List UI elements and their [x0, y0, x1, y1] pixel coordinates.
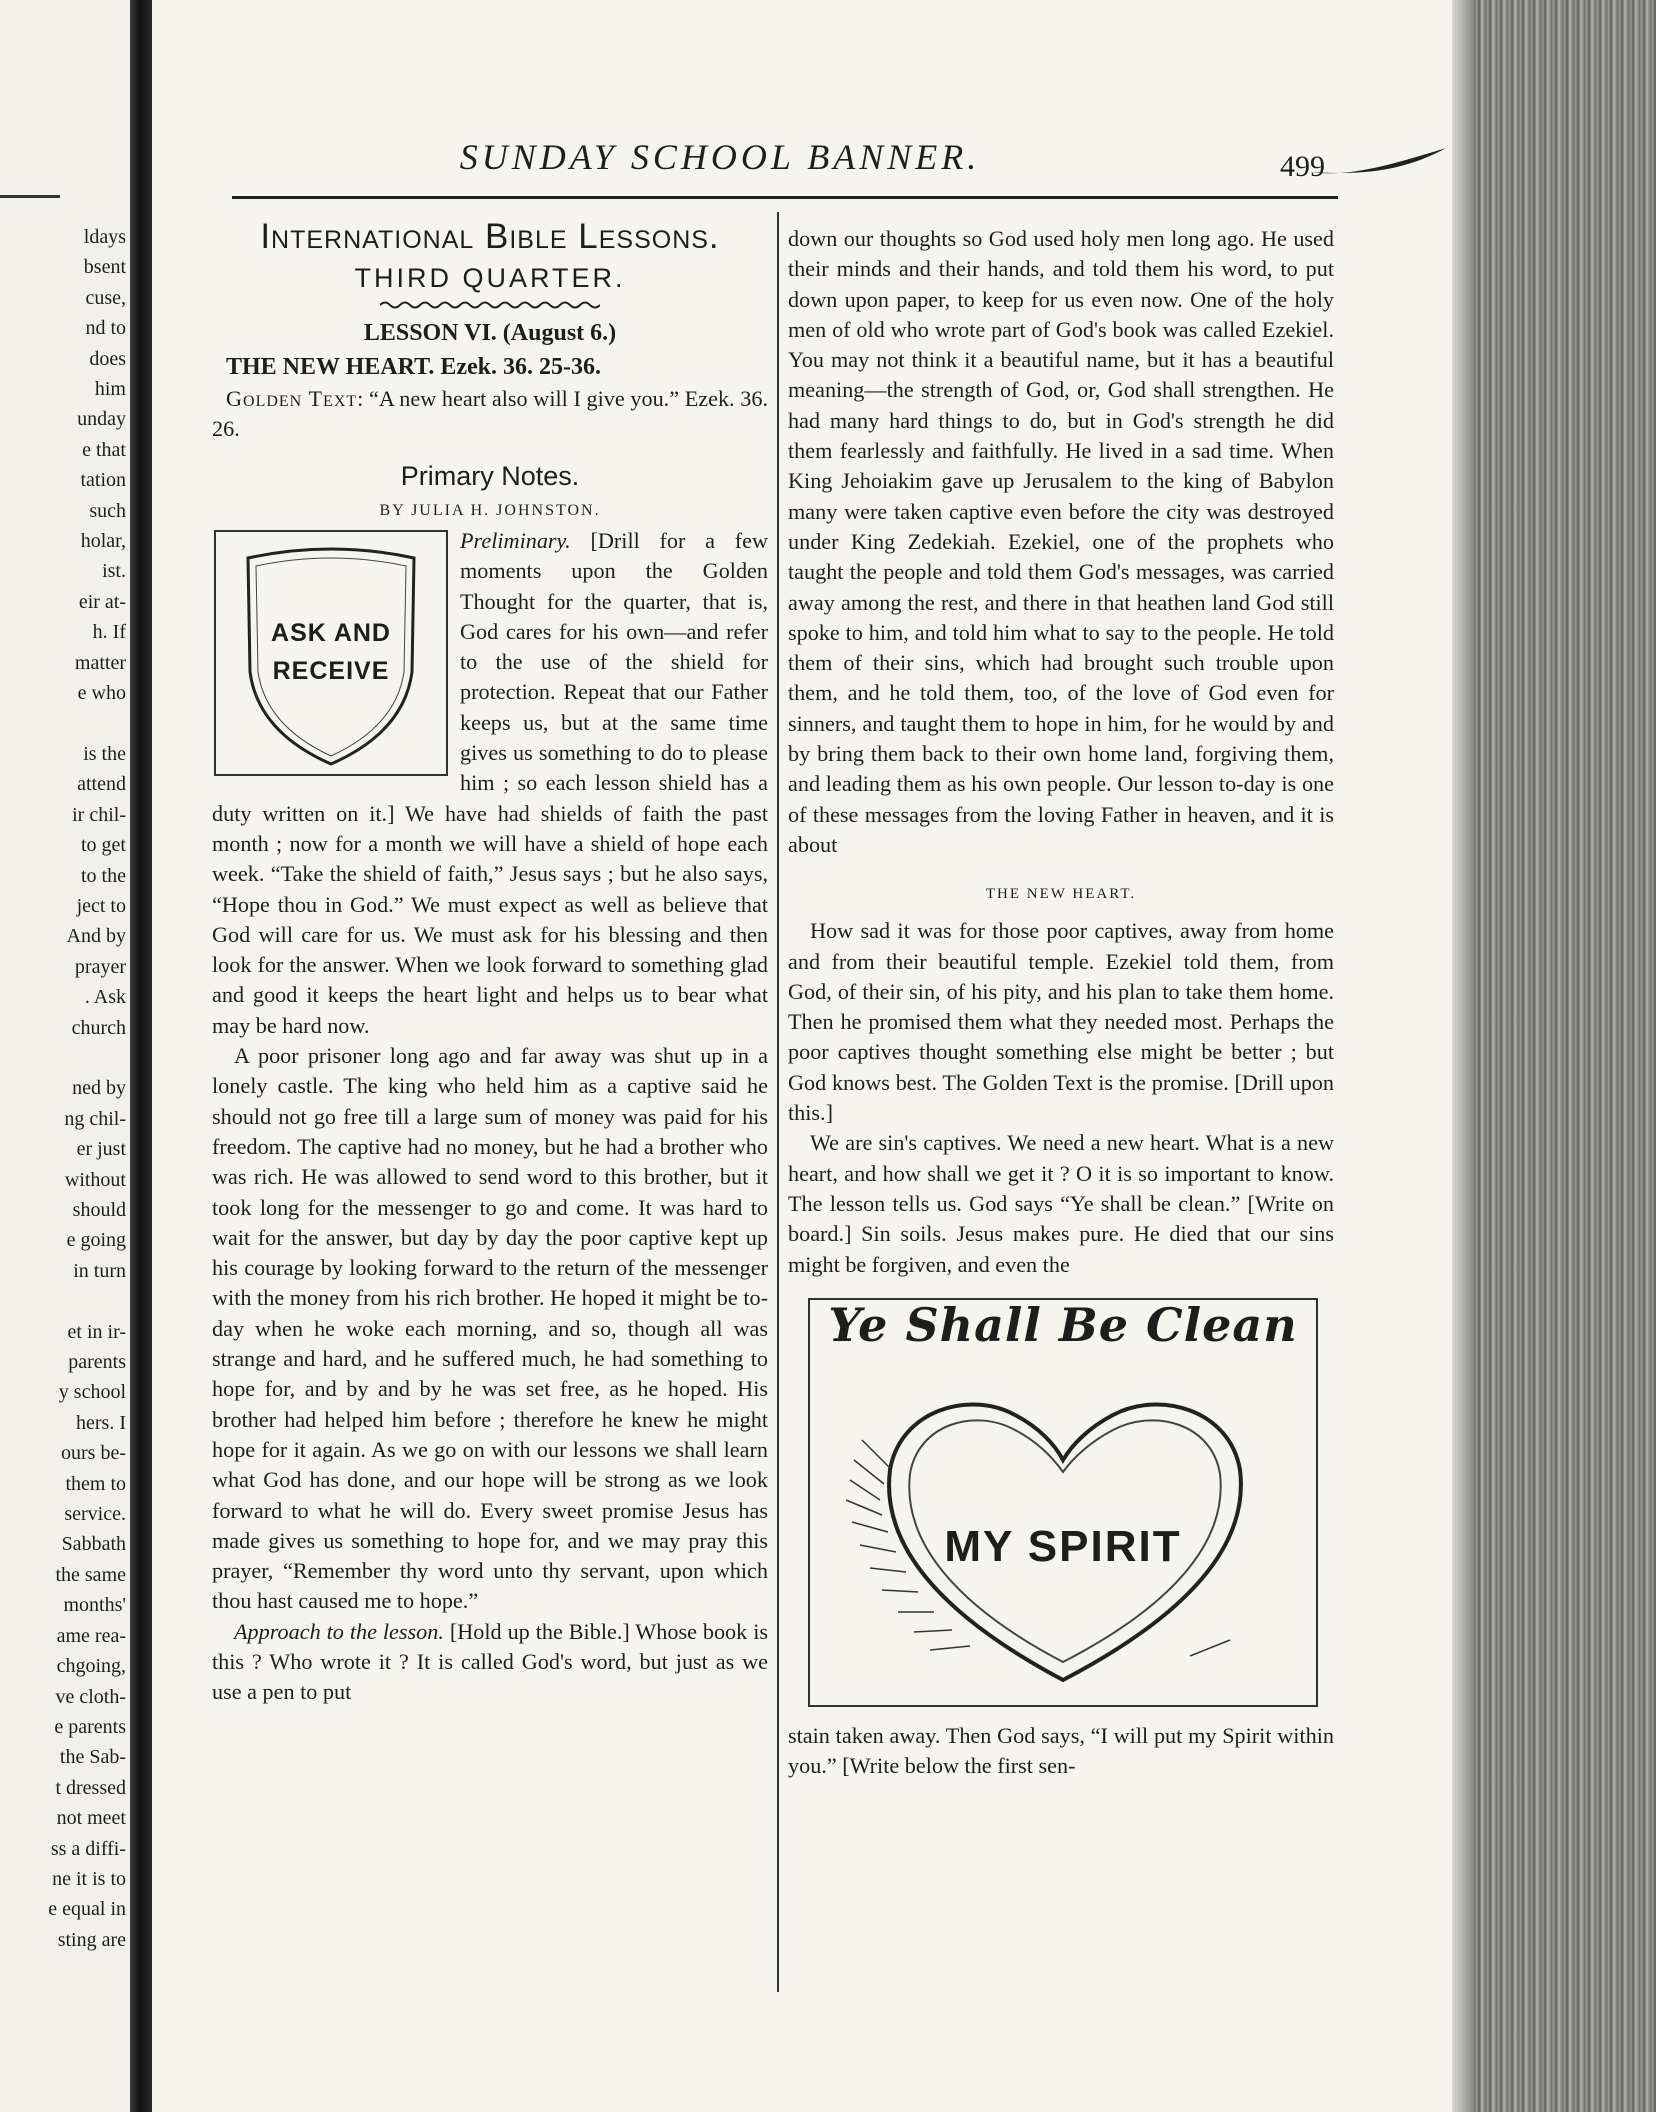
facing-page-line: not meet [56, 1807, 126, 1830]
left-column [212, 214, 768, 1708]
preliminary-label: Preliminary. [460, 528, 571, 553]
section-title: International Bible Lessons. [260, 217, 720, 256]
facing-page-line: the Sab- [59, 1746, 126, 1769]
facing-page-line: the same [55, 1563, 126, 1586]
facing-page-line: ir chil- [72, 803, 126, 826]
section-subtitle: THIRD QUARTER. [354, 263, 626, 293]
sins-paragraph: We are sin's captives. We need a new heart. What is a new heart, and how shall we get it ? O it is so important to know. The lesson tells us. God says “Ye shall be clean.” [Write on board.] Sin soils. Jesus makes pure. He died that our sins might be forgiven, and even the [788, 1130, 1334, 1277]
notes-heading: Primary Notes. [400, 461, 580, 491]
facing-page-line: y school [58, 1381, 126, 1404]
facing-page-line: eir at- [78, 590, 126, 613]
golden-verse: : “A new heart also will I give you.” Ezek. 36. 26. [212, 386, 768, 441]
facing-page-line: et in ir- [67, 1320, 126, 1343]
facing-page-fragment [0, 0, 130, 2112]
facing-page-line: ours be- [61, 1442, 126, 1465]
facing-page-line [48, 1286, 126, 1316]
facing-page-line [48, 709, 126, 739]
facing-page-text [48, 222, 126, 1955]
facing-page-line: ng chil- [64, 1107, 126, 1130]
facing-page-line: Sabbath [61, 1533, 126, 1556]
lesson-title: THE NEW HEART. Ezek. 36. 25-36. [226, 354, 601, 380]
heart-illustration [808, 1298, 1318, 1707]
facing-page-line: to get [81, 834, 126, 857]
prisoner-paragraph: A poor prisoner long ago and far away was shut up in a lonely castle. The king who held him as a captive said he should not go free till a large sum of money was paid for his freedom. The captive had no money, but he had a brother who was rich. He was allowed to send word to this brother, but it took long for the messenger to go and come. It was hard to wait for the answer, but day by day the poor captive kept up his courage by looking forward to the return of the messenger with the money from his rich brother. He hoped it might be to-day when he woke each morning, and so, though all was strange and hard, and he suffered much, he had something to hope for, and by and by he was set free, as he hoped. His brother had helped him before ; therefore he knew he might hope for it again. As we go on with our lessons we shall learn what God has done, and our hope will be strong as we look forward to what he will do. Every sweet promise Jesus has made gives us something to hope for, and we may pray this prayer, “Remember thy word unto thy servant, upon which thou hast caused me to hope.” [212, 1043, 768, 1614]
byline: BY JULIA H. JOHNSTON. [379, 502, 601, 519]
facing-page-line: is the [83, 742, 126, 765]
facing-page-line: cuse, [85, 286, 126, 309]
facing-page-line: him [94, 378, 126, 401]
book-gutter [130, 0, 152, 2112]
shield-illustration [214, 530, 448, 776]
shield-text-line1: ASK AND [271, 619, 391, 647]
facing-page-line: church [71, 1016, 126, 1039]
facing-page-line: hers. I [76, 1411, 126, 1434]
facing-page-line: does [89, 347, 126, 370]
facing-page-line: ldays [83, 226, 126, 248]
golden-label: Golden Text [226, 386, 358, 411]
facing-page-line: unday [77, 408, 126, 431]
facing-page-line: And by [66, 925, 126, 948]
approach-text: [Hold up the Bible.] Whose book is this ? Who wrote it ? It is called God's word, but just as we use a pen to put [212, 1618, 768, 1705]
facing-page-line: ve cloth- [55, 1685, 126, 1708]
ending-paragraph: stain taken away. Then God says, “I will put my Spirit within you.” [Write below the first sen- [788, 1722, 1334, 1779]
continued-paragraph: down our thoughts so God used holy men long ago. He used their minds and their hands, and told them his word, to put down upon paper, to keep for us even now. One of the holy men of old who wrote part of God's book was called Ezekiel. You may not think it a beautiful name, but it has a beautiful meaning—the strength of God, or, God shall strengthen. He had many hard things to do, but in God's strength he did them fearlessly and faithfully. He lived in a sad time. When King Jehoiakim gave up Jerusalem to the king of Babylon many were taken captive even before the city was destroyed under King Zedekiah. Ezekiel, one of the prophets who taught the people and told them God's messages, was carried away among the rest, and there in that heathen land God still spoke to him, and told him what to say to the people. He told them of their sins, which had brought such trouble upon them, and he told them, too, of the love of God even for sinners, and taught them to hope in him, for he would by and by bring them back to their own home land, forgiving them, and leading them as his own people. Our lesson to-day is one of these messages from the loving Father in heaven, and it is about [788, 226, 1334, 857]
column-divider [777, 212, 779, 1992]
page-number: 499 [1280, 150, 1325, 183]
facing-page-line: to the [81, 864, 126, 887]
facing-page-line: them to [65, 1472, 126, 1495]
facing-page-line: sting are [57, 1928, 126, 1951]
heart-word: MY SPIRIT [944, 1521, 1182, 1571]
shield-icon [216, 532, 446, 774]
facing-page-line: such [89, 499, 126, 522]
facing-page-line: matter [74, 651, 126, 674]
captives-paragraph: How sad it was for those poor captives, away from home and from their beautiful temple. Ezekiel told them, from God, of their sin, of his pity, and his plan to take them home. Then he promised them what they needed most. Perhaps the poor captives thought something else might be better ; but God knows best. The Golden Text is the promise. [Drill upon this.] [788, 918, 1334, 1126]
preliminary-text: [Drill for a few moments upon the Golden Thought for the quarter, that is, God cares for his own—and refer to the use of the shield for protection. Repeat that our Father keeps us, but at the same time gives us something to do to please him ; so each lesson shield has a duty written on it.] We have had shields of faith the past month ; now for a month we will have a shield of hope each week. “Take the shield of faith,” Jesus says ; but he also says, “Hope thou in God.” We must expect as well as believe that God will care for us. We must ask for his blessing and then look for the answer. When we look forward to something glad and good it keeps the heart light and helps us to bear what may be hard now. [212, 528, 768, 1038]
facing-page-rule [0, 195, 60, 198]
facing-page-line: attend [77, 773, 126, 796]
lesson-number: LESSON VI. (August 6.) [363, 320, 617, 346]
facing-page-line: nd to [85, 317, 126, 340]
running-head: SUNDAY SCHOOL BANNER. [459, 137, 981, 177]
facing-page-line: months' [63, 1594, 126, 1617]
facing-page-line: e that [82, 438, 126, 461]
facing-page-line: bsent [83, 256, 126, 279]
facing-page-line: t dressed [55, 1776, 126, 1799]
facing-page-line: e who [77, 682, 126, 705]
golden-text [212, 384, 768, 444]
shield-text-line2: RECEIVE [272, 657, 390, 685]
facing-page-line: ss a diffi- [50, 1837, 126, 1860]
facing-page-line: holar, [80, 530, 126, 553]
facing-page-line: in turn [73, 1259, 126, 1282]
header-rule [232, 196, 1338, 199]
facing-page-line: e parents [54, 1715, 126, 1738]
swash-mark [1310, 142, 1450, 182]
facing-page-line: ned by [72, 1077, 126, 1100]
facing-page-line: parents [68, 1351, 126, 1374]
subheading: THE NEW HEART. [985, 886, 1137, 903]
facing-page-line: e equal in [48, 1898, 126, 1921]
facing-page-line: ject to [76, 894, 126, 917]
facing-page-line: . Ask [84, 986, 126, 1009]
approach-paragraph [212, 1617, 768, 1708]
facing-page-line: ist. [102, 560, 126, 583]
facing-page-line: ne it is to [52, 1867, 126, 1890]
facing-page-line: service. [64, 1503, 126, 1526]
approach-label: Approach to the lesson. [234, 1618, 444, 1644]
page-stack-edge [1452, 0, 1656, 2112]
facing-page-line: ame rea- [56, 1624, 126, 1647]
facing-page-line [48, 1043, 126, 1073]
right-column [788, 224, 1334, 1781]
facing-page-line: er just [76, 1138, 126, 1161]
facing-page-line: e going [66, 1229, 126, 1252]
heart-icon [810, 1297, 1316, 1705]
facing-page-line: h. If [92, 621, 126, 644]
ornament-rule [380, 300, 600, 310]
facing-page-line: without [64, 1168, 126, 1191]
facing-page-line: chgoing, [56, 1655, 126, 1678]
heart-title: Ye Shall Be Clean [828, 1297, 1298, 1352]
facing-page-line: prayer [74, 955, 126, 978]
facing-page-line: tation [80, 469, 126, 492]
facing-page-line: should [72, 1199, 126, 1221]
